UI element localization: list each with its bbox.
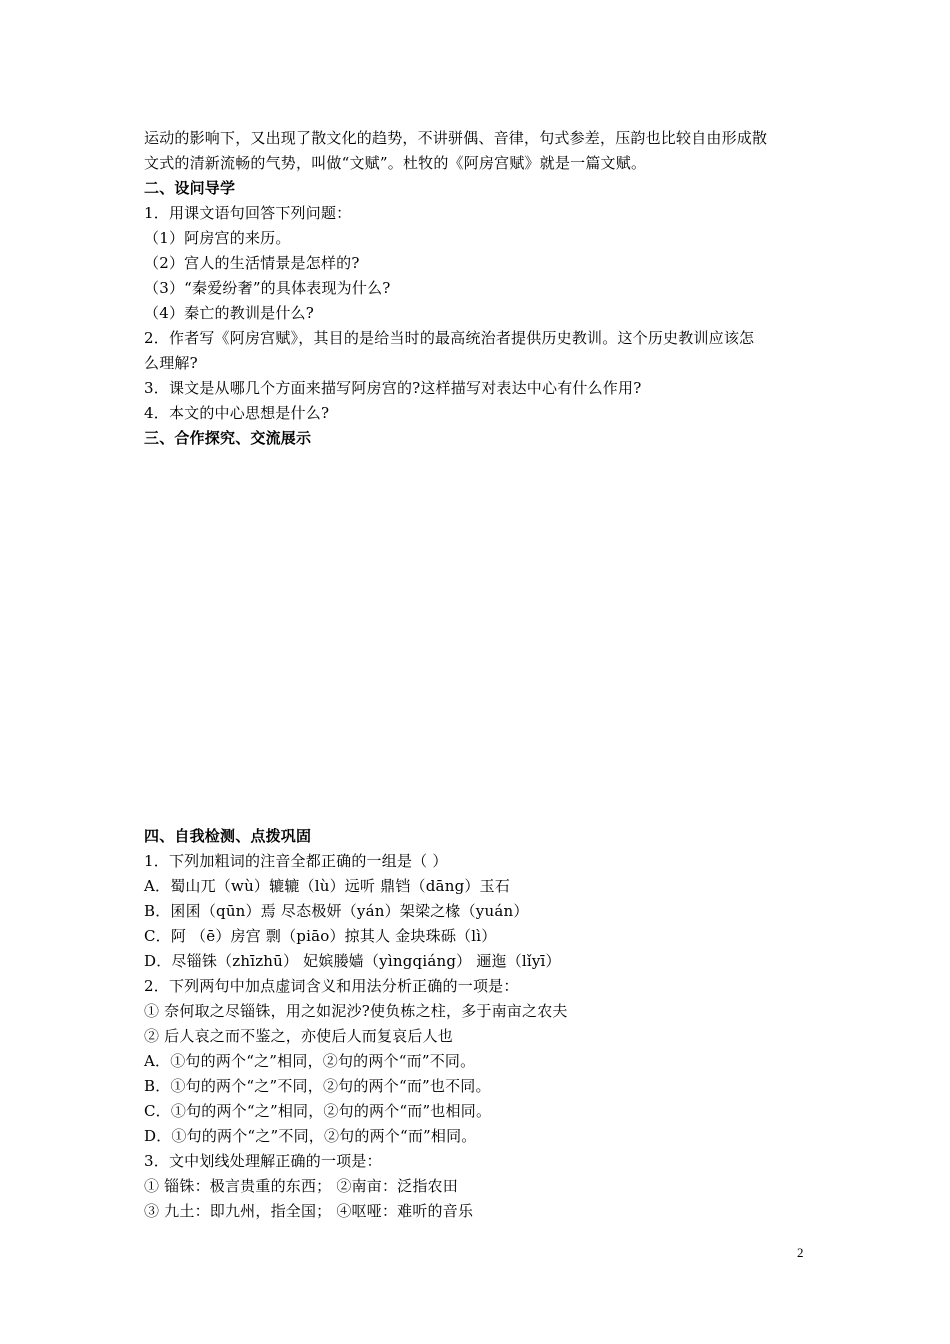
body-text-line: 文式的清新流畅的气势，叫做“文赋”。杜牧的《阿房宫赋》就是一篇文赋。 [144, 154, 647, 172]
page-number: 2 [797, 1245, 804, 1260]
annotation-item: ① 锱铢：极言贵重的东西； ②南亩：泛指农田 [144, 1177, 458, 1195]
option-b: B．①句的两个“之”不同，②句的两个“而”也不同。 [144, 1077, 491, 1095]
question-item: 4．本文的中心思想是什么? [144, 404, 330, 422]
sub-question-item: （1）阿房宫的来历。 [144, 229, 291, 247]
question-item: 2．下列两句中加点虚词含义和用法分析正确的一项是： [144, 977, 519, 995]
option-d: D．尽锱铢（zhīzhū） 妃嫔媵嫱（yìngqiáng） 逦迤（lǐyī） [144, 952, 561, 970]
body-text-line: 运动的影响下，又出现了散文化的趋势，不讲骈偶、音律，句式参差，压韵也比较自由形成散 [144, 129, 768, 147]
question-item: 1．下列加粗词的注音全都正确的一组是（ ） [144, 852, 448, 870]
sub-question-item: （3）“秦爱纷奢”的具体表现为什么? [144, 279, 391, 297]
question-item: 3．课文是从哪几个方面来描写阿房宫的?这样描写对表达中心有什么作用? [144, 379, 642, 397]
section-heading: 三、合作探究、交流展示 [144, 429, 312, 447]
example-sentence: ① 奈何取之尽锱铢，用之如泥沙?使负栋之柱，多于南亩之农夫 [144, 1002, 568, 1020]
option-b: B．囷囷（qūn）焉 尽态极妍（yán）架梁之椽（yuán） [144, 902, 529, 920]
option-c: C．①句的两个“之”相同，②句的两个“而”也相同。 [144, 1102, 492, 1120]
annotation-item: ③ 九土：即九州，指全国； ④呕哑：难听的音乐 [144, 1202, 474, 1220]
question-item: 3．文中划线处理解正确的一项是： [144, 1152, 382, 1170]
question-item: 2．作者写《阿房宫赋》，其目的是给当时的最高统治者提供历史教训。这个历史教训应该怎 [144, 329, 755, 347]
option-d: D．①句的两个“之”不同，②句的两个“而”相同。 [144, 1127, 477, 1145]
option-a: A．蜀山兀（wù）辘辘（lù）远听 鼎铛（dāng）玉石 [144, 877, 510, 895]
option-c: C．阿 （ē）房宫 剽（piāo）掠其人 金块珠砾（lì） [144, 927, 497, 945]
example-sentence: ② 后人哀之而不鉴之，亦使后人而复哀后人也 [144, 1027, 453, 1045]
option-a: A．①句的两个“之”相同，②句的两个“而”不同。 [144, 1052, 476, 1070]
sub-question-item: （4）秦亡的教训是什么? [144, 304, 314, 322]
section-heading: 二、设问导学 [144, 179, 236, 197]
question-item: 1．用课文语句回答下列问题： [144, 204, 352, 222]
section-heading: 四、自我检测、点拨巩固 [144, 827, 312, 845]
sub-question-item: （2）宫人的生活情景是怎样的? [144, 254, 360, 272]
question-item-continued: 么理解? [144, 354, 198, 372]
